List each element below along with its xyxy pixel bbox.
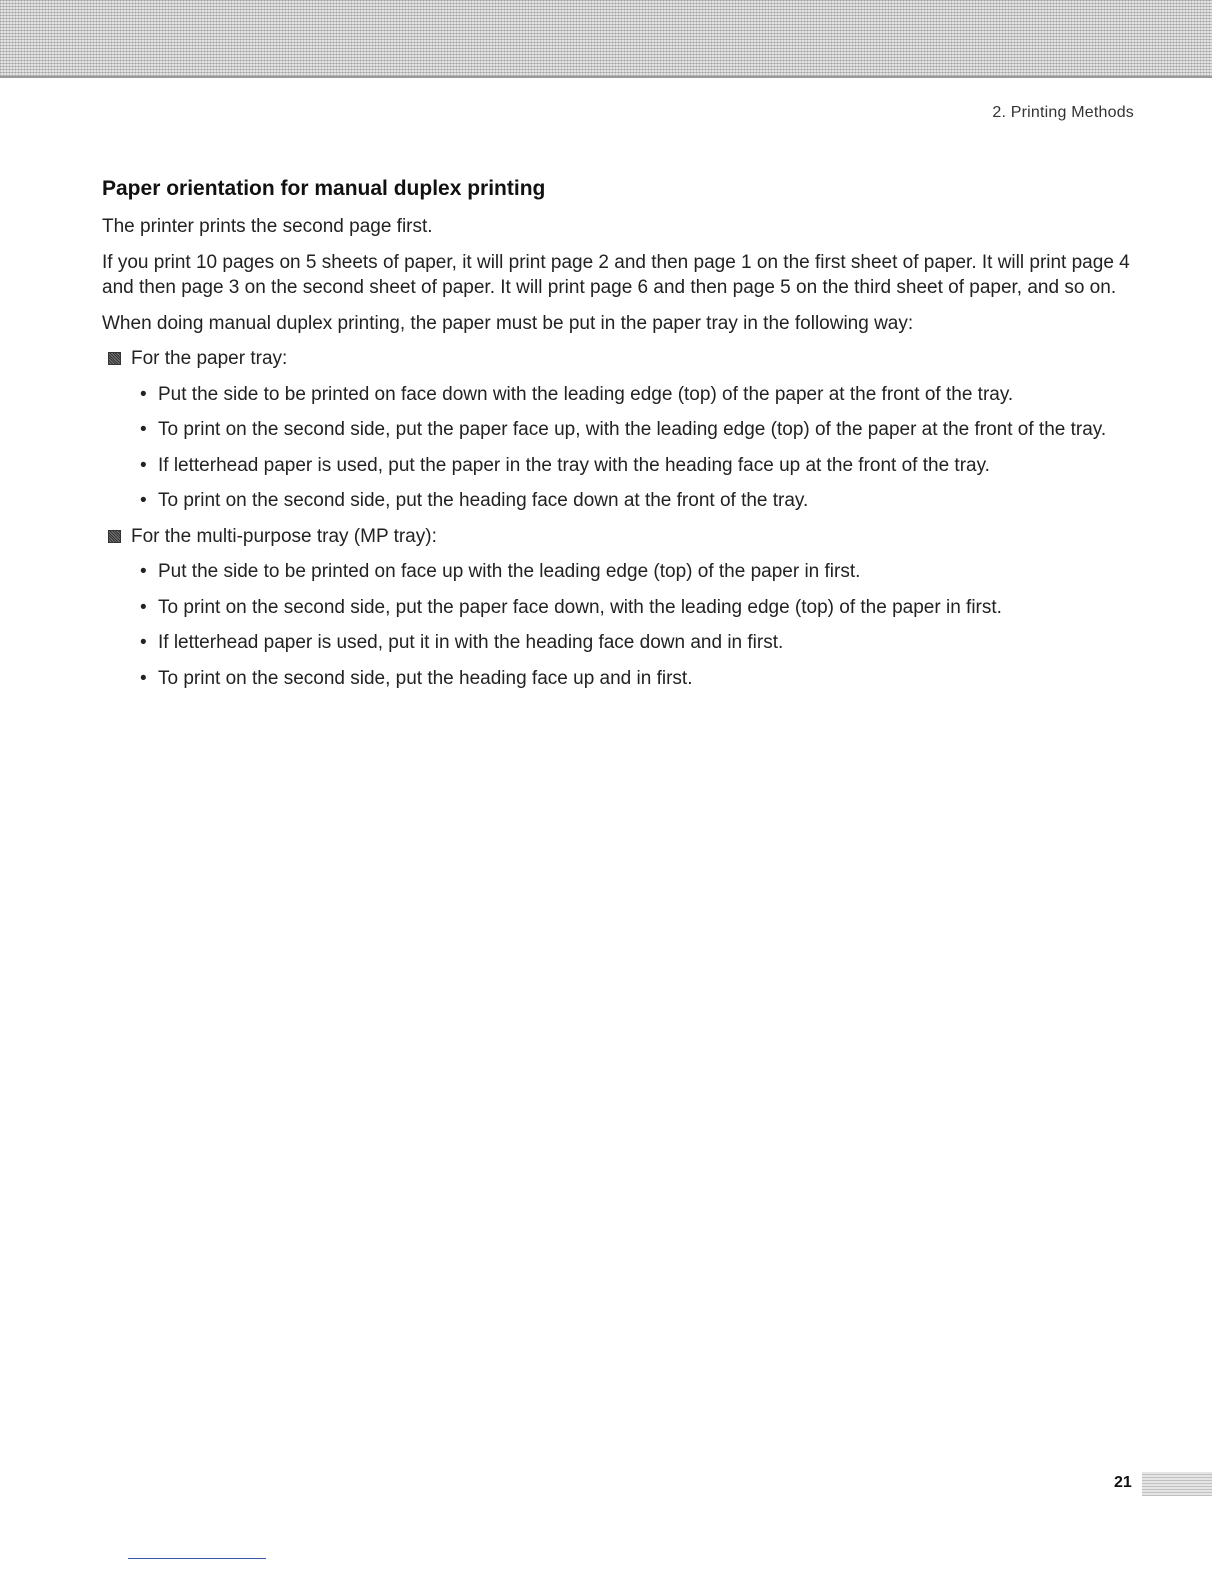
paragraph: The printer prints the second page first. <box>102 216 433 237</box>
list-item <box>102 630 1138 656</box>
square-bullet-icon <box>108 352 121 365</box>
list-item-text: To print on the second side, put the heading face down at the front of the tray. <box>158 490 809 511</box>
main-content <box>102 174 1138 701</box>
list-item <box>102 559 1138 585</box>
bullet-list <box>102 382 1138 514</box>
bullet-dot-icon: • <box>140 561 147 582</box>
list-item-text: To print on the second side, put the paper face up, with the leading edge (top) of the paper at the front of the tray. <box>158 419 1107 440</box>
group-heading <box>108 524 1138 550</box>
bullet-dot-icon: • <box>140 419 147 440</box>
group-heading <box>108 346 1138 372</box>
footer-divider <box>128 1558 266 1559</box>
mp-tray-group <box>102 524 1138 692</box>
list-item <box>102 666 1138 692</box>
list-item-text: If letterhead paper is used, put the paper in the tray with the heading face up at the front of the tray. <box>158 454 990 476</box>
section-title: Paper orientation for manual duplex printing <box>102 177 546 200</box>
bullet-dot-icon: • <box>140 667 147 689</box>
bullet-dot-icon: • <box>140 490 147 511</box>
chapter-header: 2. Printing Methods <box>992 104 1134 121</box>
paragraph: If you print 10 pages on 5 sheets of paper, it will print page 2 and then page 1 on the first sheet of paper. It will print page 4 and then page 3 on the second sheet of paper. It will print page 6 and then page 5 on the third sheet of paper, and so on. <box>102 251 1130 298</box>
page-number: 21 <box>1114 1474 1132 1491</box>
top-decorative-band <box>0 0 1212 78</box>
bullet-dot-icon: • <box>140 632 147 653</box>
page-tab-decoration <box>1142 1472 1212 1496</box>
list-item <box>102 595 1138 621</box>
list-item <box>102 417 1138 443</box>
square-bullet-icon <box>108 530 121 543</box>
list-item <box>102 382 1138 408</box>
list-item <box>102 488 1138 514</box>
bullet-dot-icon: • <box>140 596 147 618</box>
paragraph: When doing manual duplex printing, the paper must be put in the paper tray in the following way: <box>102 312 914 334</box>
list-item-text: Put the side to be printed on face up with the leading edge (top) of the paper in first. <box>158 561 861 582</box>
list-item-text: Put the side to be printed on face down with the leading edge (top) of the paper at the front of the tray. <box>158 383 1014 405</box>
list-item-text: To print on the second side, put the heading face up and in first. <box>158 667 693 689</box>
group-heading-text: For the paper tray: <box>131 348 288 369</box>
list-item-text: To print on the second side, put the paper face down, with the leading edge (top) of the paper in first. <box>158 596 1002 618</box>
bullet-dot-icon: • <box>140 454 147 476</box>
group-heading-text: For the multi-purpose tray (MP tray): <box>131 525 437 547</box>
list-item <box>102 453 1138 479</box>
bullet-list <box>102 559 1138 691</box>
bullet-dot-icon: • <box>140 383 147 405</box>
paper-tray-group <box>102 346 1138 514</box>
list-item-text: If letterhead paper is used, put it in with the heading face down and in first. <box>158 632 784 653</box>
